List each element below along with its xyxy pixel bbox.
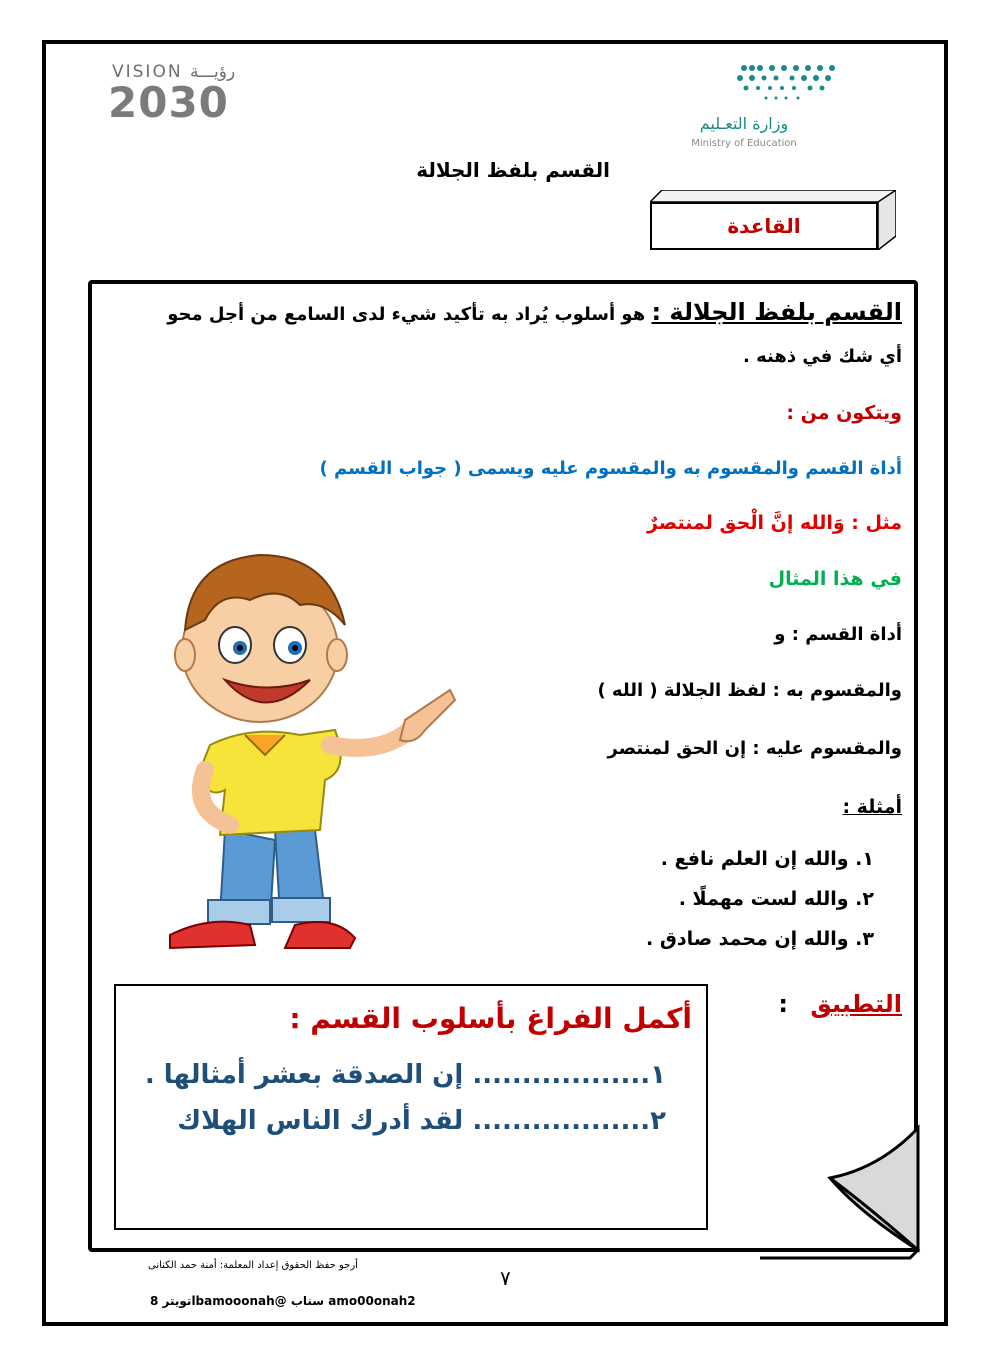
- components-text: أداة القسم والمقسوم به والمقسوم عليه ويسمى ( جواب القسم ): [319, 458, 902, 479]
- application-box: [114, 984, 708, 1230]
- list-item: ٣. والله إن محمد صادق .: [646, 928, 874, 950]
- definition-term: القسم بلفظ الجلالة :: [651, 298, 902, 326]
- rule-box: القاعدة: [650, 202, 878, 250]
- application-word: التطبيق: [810, 990, 902, 1018]
- sworn-by: والمقسوم به : لفظ الجلالة ( الله ): [597, 680, 902, 701]
- list-item: ١.................. إن الصدقة بعشر أمثالها .: [144, 1060, 666, 1090]
- footer-credit: أرجو حفظ الحقوق إعداد المعلمة: أمنة حمد الكنانى: [148, 1260, 358, 1271]
- sworn-on: والمقسوم عليه : إن الحق لمنتصر: [607, 738, 902, 759]
- list-item: ١. والله إن العلم نافع .: [660, 848, 874, 870]
- examples-heading: أمثلة :: [842, 796, 902, 818]
- ministry-name-en: Ministry of Education: [691, 138, 797, 149]
- in-example-heading: في هذا المثال: [768, 568, 902, 590]
- application-title: أكمل الفراغ بأسلوب القسم :: [289, 1002, 692, 1035]
- vision-label: VISION رؤيـــة: [112, 62, 236, 82]
- list-item: ٢.................. لقد أدرك الناس الهلاك: [177, 1106, 666, 1136]
- oath-tool: أداة القسم : و: [774, 624, 902, 645]
- vision-2030-logo: [108, 62, 270, 128]
- application-items: [145, 1060, 666, 1152]
- page-number: ٧: [500, 1266, 511, 1290]
- footer-social: تويتر 8lbamooonah@ سناب amo00onah2: [150, 1294, 416, 1308]
- pointing-boy-illustration: [150, 530, 470, 960]
- ministry-of-education-logo: [676, 56, 846, 156]
- list-item: ٢. والله لست مهملًا .: [678, 888, 874, 910]
- page-curl-decoration: [760, 1118, 940, 1268]
- ministry-dots-icon: [676, 56, 846, 112]
- page-title: القسم بلفظ الجلالة: [416, 158, 610, 182]
- application-label: [778, 990, 902, 1018]
- definition-line1: [167, 298, 902, 326]
- definition-line2: أي شك في ذهنه .: [742, 346, 902, 367]
- examples-list: [646, 848, 874, 968]
- consists-of-heading: ويتكون من :: [786, 402, 902, 424]
- vision-year: 2030: [108, 78, 229, 127]
- definition-text-1: هو أسلوب يُراد به تأكيد شيء لدى السامع من أجل محو: [167, 304, 652, 325]
- example-text: مثل : وَالله إنَّ الْحق لمنتصرٌ: [646, 512, 902, 534]
- application-colon: :: [778, 990, 788, 1018]
- ministry-name-ar: وزارة التعـليم: [699, 114, 789, 133]
